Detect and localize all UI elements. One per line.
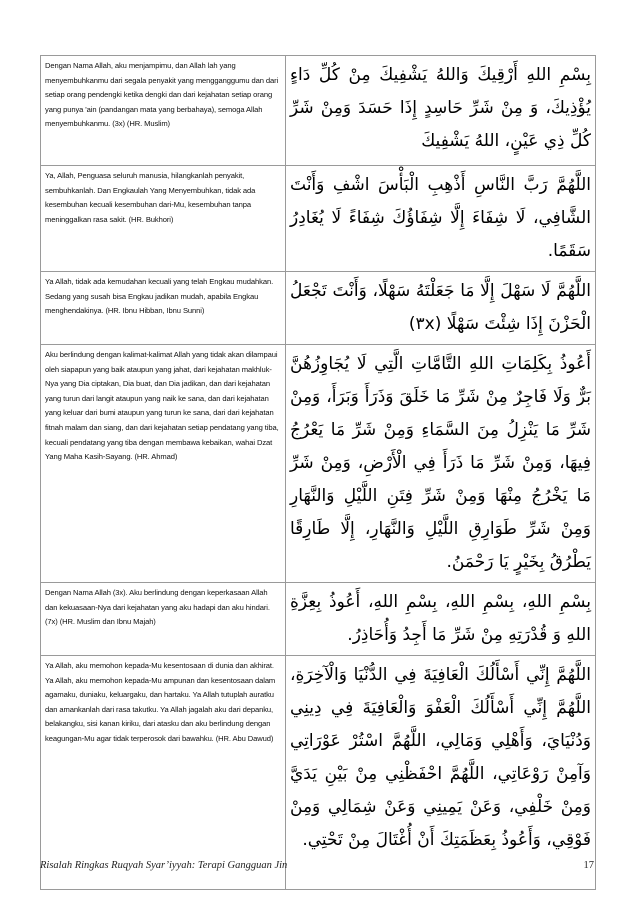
footer-title: Risalah Ringkas Ruqyah Syar’iyyah: Terapi Gangguan Jin <box>40 860 288 871</box>
arabic-cell <box>286 583 596 656</box>
doa-row <box>41 345 596 583</box>
arabic-text: اللَّهُمَّ رَبَّ النَّاسِ أَذْهِبِ الْبَأْسَ اشْفِ وَأَنْتَ الشَّافِي، لَا شِفَاءَ إِلَّا شِفَاؤُكَ شِفَاءً لَا يُغَادِرُ سَقَمًا. <box>290 175 591 261</box>
arabic-cell <box>286 272 596 345</box>
translation-cell <box>41 345 286 583</box>
translation-cell <box>41 656 286 890</box>
doa-table <box>40 55 596 890</box>
arabic-cell <box>286 656 596 890</box>
arabic-cell <box>286 56 596 166</box>
page-footer <box>40 860 598 876</box>
doa-row <box>41 583 596 656</box>
doa-row <box>41 656 596 890</box>
arabic-text: اللَّهُمَّ إِنِّي أَسْأَلُكَ الْعَافِيَةَ فِي الدُّنْيَا وَالْآخِرَةِ، اللَّهُمَّ إِنِّي أَسْأَلُكَ الْعَفْوَ وَالْعَافِيَةَ فِي دِينِي وَدُنْيَايَ، وَأَهْلِي وَمَالِي، اللَّهُمَّ اسْتُرْ عَوْرَاتِي وَآمِنْ رَوْعَاتِي، اللَّهُمَّ احْفَظْنِي مِنْ بَيْنِ يَدَيَّ وَمِنْ خَلْفِي، وَعَنْ يَمِينِي وَعَنْ شِمَالِي وَمِنْ فَوْقِي، وَأَعُوذُ بِعَظَمَتِكَ أَنْ أُغْتَالَ مِنْ تَحْتِي. <box>290 665 591 850</box>
translation-text: Ya, Allah, Penguasa seluruh manusia, hilangkanlah penyakit, sembuhkanlah. Dan Engkaulah Yang Menyembuhkan, tidak ada kesembuhan kecuali kesembuhan dari-Mu, kesembuhan tanpa meninggalkan rasa sakit. (HR. Bukhori) <box>45 171 258 224</box>
translation-cell <box>41 56 286 166</box>
arabic-text: بِسْمِ اللهِ، بِسْمِ اللهِ، بِسْمِ اللهِ، أَعُوذُ بِعِزَّةِ اللهِ وَ قُدْرَتِهِ مِنْ شَرِّ مَا أَجِدُ وَأُحَاذِرُ. <box>290 592 591 645</box>
arabic-cell <box>286 166 596 272</box>
arabic-text: أَعُوذُ بِكَلِمَاتِ اللهِ التَّامَّاتِ الَّتِي لَا يُجَاوِزُهُنَّ بَرٌّ وَلَا فَاجِرٌ مِنْ شَرِّ مَا خَلَقَ وَذَرَأَ وَبَرَأَ، وَمِنْ شَرِّ مَا يَنْزِلُ مِنَ السَّمَاءِ وَمِنْ شَرِّ مَا يَعْرُجُ فِيهَا، وَمِنْ شَرِّ مَا ذَرَأَ فِي الْأَرْضِ، وَمِنْ شَرِّ مَا يَخْرُجُ مِنْهَا وَمِنْ شَرِّ فِتَنِ اللَّيْلِ وَالنَّهَارِ وَمِنْ شَرِّ طَوَارِقِ اللَّيْلِ وَالنَّهَارِ، إِلَّا طَارِقًا يَطْرُقُ بِخَيْرٍ يَا رَحْمَنُ. <box>290 354 591 572</box>
translation-text: Dengan Nama Allah, aku menjampimu, dan Allah lah yang menyembuhkanmu dari segala penyakit yang mengganggumu dan dari setiap orang pendengki ketika dengki dan dari kejahatan setiap orang yang punya 'ain (pandangan mata yang berbahaya), semoga Allah menyembuhkanmu. (3x) (HR. Muslim) <box>45 61 281 129</box>
doa-row <box>41 272 596 345</box>
translation-text: Dengan Nama Allah (3x). Aku berlindung dengan keperkasaan Allah dan kekuasaan-Nya dari kejahatan yang aku hadapi dan aku hindari. (7x) (HR. Muslim dan Ibnu Majah) <box>45 588 272 627</box>
translation-cell <box>41 272 286 345</box>
translation-text: Ya Allah, tidak ada kemudahan kecuali yang telah Engkau mudahkan. Sedang yang susah bisa Engkau jadikan mudah, apabila Engkau menghendakinya. (HR. Ibnu Hibban, Ibnu Sunni) <box>45 277 276 316</box>
translation-cell <box>41 166 286 272</box>
arabic-cell <box>286 345 596 583</box>
doa-row <box>41 56 596 166</box>
page-number: 17 <box>583 860 594 871</box>
translation-cell <box>41 583 286 656</box>
doa-row <box>41 166 596 272</box>
arabic-text: اللَّهُمَّ لَا سَهْلَ إِلَّا مَا جَعَلْتَهُ سَهْلًا، وَأَنْتَ تَجْعَلُ الْحَزْنَ إِذَا شِئْتَ سَهْلًا (٣x) <box>290 281 591 334</box>
translation-text: Ya Allah, aku memohon kepada-Mu kesentosaan di dunia dan akhirat. Ya Allah, aku memohon kepada-Mu ampunan dan kesentosaan dalam agamaku, duniaku, keluargaku, dan hartaku. Ya Allah tutuplah auratku dan amankanlah dari rasa takutku. Ya Allah jagalah aku dari depanku, belakangku, sisi kanan kiriku, dari atasku dan aku berlindung dengan keagungan-Mu agar tidak terperosok dari bawahku. (HR. Abu Dawud) <box>45 661 278 743</box>
translation-text: Aku berlindung dengan kalimat-kalimat Allah yang tidak akan dilampaui oleh siapapun yang baik ataupun yang jahat, dari kejahatan makhluk-Nya yang Dia ciptakan, Dia buat, dan Dia jadikan, dan dari kejahatan yang turun dari langit ataupun yang naik ke sana, dan dari kejahatan yang keluar dari bumi ataupun yang turun ke sana, dari dari kejahatan fitnah malam dan siang, dan dari kejahatan setiap pendatang yang tiba, kecuali pendatang yang tiba dengan membawa kebaikan, wahai Dzat Yang Maha Kasih-Sayang. (HR. Ahmad) <box>45 350 281 462</box>
arabic-text: بِسْمِ اللهِ أَرْقِيكَ وَاللهُ يَشْفِيكَ مِنْ كُلِّ دَاءٍ يُؤْذِيكَ، وَ مِنْ شَرِّ حَاسِدٍ إِذَا حَسَدَ وَمِنْ شَرِّ كُلِّ ذِي عَيْنٍ، اللهُ يَشْفِيكَ <box>290 65 591 151</box>
